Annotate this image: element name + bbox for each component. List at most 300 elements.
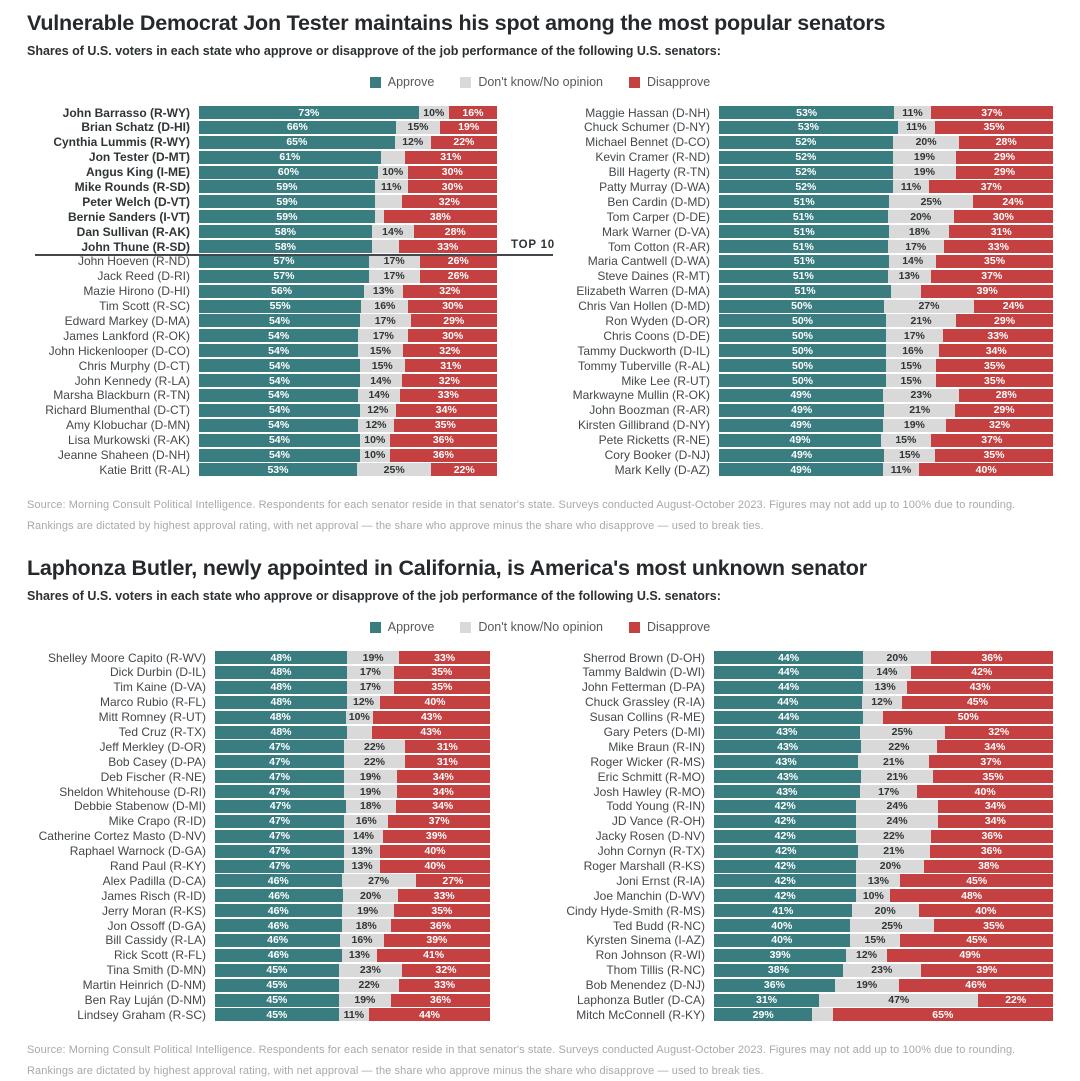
senator-row <box>27 135 497 150</box>
disapprove-segment: 33% <box>399 240 497 253</box>
approve-segment: 49% <box>719 389 883 402</box>
disapprove-segment: 50% <box>883 711 1053 724</box>
senator-name: Michael Bennet (D-CO) <box>585 135 710 150</box>
senator-name: Martin Heinrich (D-NM) <box>82 978 206 993</box>
approval-bar <box>199 404 497 417</box>
dont-know-segment: 11% <box>339 1008 369 1021</box>
dont-know-segment: 20% <box>893 136 960 149</box>
approve-segment: 57% <box>199 270 369 283</box>
approve-segment: 54% <box>199 449 360 462</box>
senator-name: Tim Scott (R-SC) <box>99 299 190 314</box>
approve-segment: 44% <box>714 711 863 724</box>
senator-name: Bob Menendez (D-NJ) <box>585 978 705 993</box>
dont-know-segment: 27% <box>342 874 416 887</box>
senator-row <box>27 725 490 740</box>
legend-label: Disapprove <box>647 620 711 635</box>
senator-name: John Kennedy (R-LA) <box>74 373 190 388</box>
approve-segment: 54% <box>199 314 360 327</box>
approval-bar <box>714 755 1053 768</box>
dont-know-segment: 11% <box>894 106 930 119</box>
approval-bar <box>719 195 1053 208</box>
dont-know-segment: 19% <box>339 994 391 1007</box>
approve-segment: 47% <box>215 830 344 843</box>
dont-know-segment: 11% <box>893 180 930 193</box>
approve-segment: 46% <box>215 934 340 947</box>
senator-row <box>27 918 490 933</box>
bar-column-right <box>548 650 1053 1022</box>
disapprove-segment: 22% <box>431 463 497 476</box>
senator-name: Mark Kelly (D-AZ) <box>614 462 710 477</box>
approval-bar <box>215 904 490 917</box>
dont-know-segment: 17% <box>347 666 394 679</box>
senator-name: Elizabeth Warren (D-MA) <box>576 284 710 299</box>
senator-name: Thom Tillis (R-NC) <box>606 963 705 978</box>
bar-column-wrapper <box>27 650 490 1022</box>
senator-name: Jack Reed (D-RI) <box>97 269 190 284</box>
senator-name: Jerry Moran (R-KS) <box>101 903 206 918</box>
senator-name: Jacky Rosen (D-NV) <box>595 829 705 844</box>
senator-row <box>27 269 497 284</box>
dont-know-segment: 16% <box>340 934 384 947</box>
approve-segment: 51% <box>719 195 889 208</box>
dont-know-segment: 17% <box>860 785 918 798</box>
approval-bar <box>719 180 1053 193</box>
senator-row <box>553 224 1053 239</box>
dont-know-segment: 19% <box>344 770 396 783</box>
dont-know-segment: 10% <box>378 166 408 179</box>
senator-name: Sherrod Brown (D-OH) <box>582 650 705 665</box>
senator-row <box>553 180 1053 195</box>
approve-segment: 49% <box>719 463 883 476</box>
approval-bar <box>714 874 1053 887</box>
senator-name: Tammy Duckworth (D-IL) <box>577 343 710 358</box>
dont-know-segment: 12% <box>347 696 380 709</box>
approve-segment: 73% <box>199 106 419 119</box>
disapprove-segment: 30% <box>408 329 497 342</box>
legend-label: Don't know/No opinion <box>478 620 603 635</box>
senator-row <box>553 105 1053 120</box>
disapprove-segment: 40% <box>380 696 490 709</box>
dont-know-segment: 23% <box>843 964 921 977</box>
approval-bar <box>714 711 1053 724</box>
approval-bar <box>714 889 1053 902</box>
senator-row <box>27 120 497 135</box>
approve-segment: 44% <box>714 696 862 709</box>
senator-name: Raphael Warnock (D-GA) <box>69 844 206 859</box>
dont-know-segment: 14% <box>372 225 414 238</box>
disapprove-segment: 19% <box>440 121 497 134</box>
dont-know-segment: 18% <box>346 800 396 813</box>
senator-row <box>27 888 490 903</box>
approval-bar <box>719 121 1053 134</box>
disapprove-segment: 38% <box>384 210 497 223</box>
approve-segment: 44% <box>714 666 863 679</box>
approval-bar <box>719 434 1053 447</box>
senator-name: Tommy Tuberville (R-AL) <box>577 358 710 373</box>
dont-know-segment: 22% <box>344 755 405 768</box>
dont-know-segment: 20% <box>856 860 924 873</box>
senator-name: Catherine Cortez Masto (D-NV) <box>38 829 206 844</box>
approval-bar <box>199 195 497 208</box>
bar-column-left <box>27 105 497 477</box>
senator-row <box>27 903 490 918</box>
dont-know-segment: 11% <box>375 180 408 193</box>
senator-name: Cynthia Lummis (R-WY) <box>53 135 190 150</box>
disapprove-segment: 36% <box>390 449 497 462</box>
senator-name: Ted Cruz (R-TX) <box>118 725 206 739</box>
approval-bar <box>719 463 1053 476</box>
senator-name: Deb Fischer (R-NE) <box>100 769 206 784</box>
approve-segment: 36% <box>714 979 835 992</box>
dont-know-segment: 17% <box>347 681 394 694</box>
senator-row <box>27 933 490 948</box>
disapprove-segment: 16% <box>449 106 497 119</box>
dont-know-segment: 24% <box>856 815 937 828</box>
approval-bar <box>719 255 1053 268</box>
approve-segment: 48% <box>215 696 347 709</box>
senator-row <box>27 180 497 195</box>
senator-row <box>27 418 497 433</box>
senator-row <box>553 120 1053 135</box>
disapprove-segment: 35% <box>933 770 1053 783</box>
approval-bar <box>215 874 490 887</box>
dont-know-segment <box>381 151 405 164</box>
disapprove-segment: 30% <box>408 300 497 313</box>
dont-know-segment: 10% <box>360 434 390 447</box>
dont-know-segment: 12% <box>395 136 431 149</box>
disapprove-segment: 34% <box>396 404 497 417</box>
approve-segment: 43% <box>714 740 861 753</box>
disapprove-segment: 31% <box>949 225 1053 238</box>
approve-segment: 60% <box>199 166 378 179</box>
disapprove-segment: 27% <box>416 874 490 887</box>
senator-name: Richard Blumenthal (D-CT) <box>45 403 190 418</box>
approval-bar <box>199 419 497 432</box>
senator-name: Eric Schmitt (R-MO) <box>597 769 705 784</box>
approval-bar <box>714 740 1053 753</box>
approve-swatch-icon <box>370 77 381 88</box>
approval-bar <box>714 964 1053 977</box>
senator-row <box>553 194 1053 209</box>
disapprove-segment: 33% <box>944 240 1053 253</box>
disapprove-segment: 33% <box>400 389 497 402</box>
senator-name: Angus King (I-ME) <box>86 165 190 180</box>
approval-bar <box>215 979 490 992</box>
disapprove-segment: 28% <box>959 136 1053 149</box>
senator-row <box>553 284 1053 299</box>
senator-row <box>27 358 497 373</box>
disapprove-segment: 33% <box>399 979 490 992</box>
approval-bar <box>714 815 1053 828</box>
approve-segment: 43% <box>714 726 860 739</box>
approve-segment: 51% <box>719 225 889 238</box>
dont-know-segment: 25% <box>357 463 432 476</box>
dont-know-segment: 47% <box>819 994 978 1007</box>
senator-name: Pete Ricketts (R-NE) <box>598 433 710 448</box>
approve-segment: 58% <box>199 225 372 238</box>
senator-name: Bernie Sanders (I-VT) <box>67 209 190 224</box>
approval-bar <box>199 463 497 476</box>
dont-know-segment: 17% <box>886 329 943 342</box>
disapprove-segment: 40% <box>919 463 1053 476</box>
senator-row <box>27 710 490 725</box>
dont-know-segment: 22% <box>339 979 400 992</box>
legend-label: Approve <box>387 620 435 635</box>
senator-row <box>553 135 1053 150</box>
disapprove-segment: 40% <box>917 785 1053 798</box>
disapprove-segment: 29% <box>956 314 1053 327</box>
disapprove-segment: 28% <box>414 225 497 238</box>
disapprove-segment: 45% <box>902 696 1053 709</box>
dont-know-segment: 17% <box>358 329 408 342</box>
senator-row <box>548 754 1053 769</box>
senator-name: John Thune (R-SD) <box>81 239 190 254</box>
disapprove-segment: 33% <box>943 329 1053 342</box>
dont-know-segment: 16% <box>886 344 939 357</box>
senator-row <box>553 343 1053 358</box>
top10-label: TOP 10 <box>510 239 555 252</box>
disapprove-segment: 35% <box>394 419 497 432</box>
senator-name: Rick Scott (R-FL) <box>113 948 206 963</box>
disapprove-segment: 40% <box>380 860 490 873</box>
approve-segment: 40% <box>714 934 850 947</box>
senator-name: John Fetterman (D-PA) <box>581 680 705 695</box>
approve-segment: 51% <box>719 240 888 253</box>
senator-row <box>548 784 1053 799</box>
disapprove-segment: 26% <box>420 255 497 268</box>
disapprove-segment: 29% <box>411 314 497 327</box>
disapprove-segment: 35% <box>935 121 1053 134</box>
disapprove-segment: 34% <box>939 344 1053 357</box>
dont-know-segment: 13% <box>344 845 380 858</box>
disapprove-segment: 32% <box>402 964 490 977</box>
approval-bar <box>719 240 1053 253</box>
disapprove-segment: 38% <box>924 860 1053 873</box>
dont-know-segment: 25% <box>850 919 935 932</box>
approval-bar <box>215 740 490 753</box>
approval-bar <box>215 755 490 768</box>
approval-bar <box>215 919 490 932</box>
senator-name: Ben Ray Luján (D-NM) <box>84 993 206 1008</box>
dont-know-segment: 22% <box>344 740 405 753</box>
disapprove-segment: 45% <box>900 934 1053 947</box>
chart-title: Vulnerable Democrat Jon Tester maintains his spot among the most popular senators <box>27 11 886 35</box>
approval-bar <box>215 815 490 828</box>
dont-know-segment: 21% <box>858 845 930 858</box>
dont-know-segment: 19% <box>883 419 946 432</box>
senator-name: Tom Cotton (R-AR) <box>607 239 710 254</box>
approval-bar <box>199 121 497 134</box>
senator-name: Joe Manchin (D-WV) <box>593 888 705 903</box>
approve-segment: 61% <box>199 151 381 164</box>
senator-name: Kirsten Gillibrand (D-NY) <box>577 418 710 433</box>
disapprove-segment: 37% <box>931 270 1053 283</box>
senator-name: Bill Hagerty (R-TN) <box>608 165 710 180</box>
dont-know-segment: 13% <box>344 860 380 873</box>
dont-know-segment <box>347 726 372 739</box>
senator-row <box>553 165 1053 180</box>
approve-segment: 43% <box>714 770 861 783</box>
senator-row <box>553 403 1053 418</box>
dont-know-segment: 10% <box>419 106 449 119</box>
disapprove-segment: 37% <box>931 434 1053 447</box>
disapprove-segment: 33% <box>399 651 490 664</box>
disapprove-segment: 31% <box>405 740 490 753</box>
approve-segment: 42% <box>714 800 856 813</box>
senator-name: Mitt Romney (R-UT) <box>98 710 206 725</box>
dont-know-segment: 14% <box>360 374 402 387</box>
senator-name: John Barrasso (R-WY) <box>62 105 190 120</box>
senator-row <box>27 314 497 329</box>
approval-bar <box>215 696 490 709</box>
dont-know-segment: 21% <box>884 404 955 417</box>
disapprove-segment: 43% <box>373 711 490 724</box>
disapprove-segment: 35% <box>936 255 1053 268</box>
senator-row <box>548 933 1053 948</box>
approval-bar <box>719 151 1053 164</box>
senator-name: Laphonza Butler (D-CA) <box>576 993 705 1008</box>
senator-row <box>27 194 497 209</box>
legend-item-dont-know <box>460 75 603 89</box>
approval-bar <box>714 726 1053 739</box>
disapprove-segment: 35% <box>936 374 1053 387</box>
legend-item-disapprove <box>629 75 710 89</box>
senator-row <box>27 1007 490 1022</box>
senator-name: Mitch McConnell (R-KY) <box>576 1007 705 1022</box>
approval-bar <box>199 166 497 179</box>
disapprove-segment: 35% <box>936 359 1053 372</box>
approval-bar <box>199 434 497 447</box>
senator-name: Bob Casey (D-PA) <box>108 754 206 769</box>
source-note: Source: Morning Consult Political Intelligence. Respondents for each senator reside in that senator's state. Surveys conducted August-October 2023. Figures may not add up to 100% due to rounding. Rankings are dictated by highest approval rating, with net approval — the share who approve minus the share who disapprove — used to break ties. <box>27 499 1016 532</box>
disapprove-segment: 36% <box>931 830 1053 843</box>
approval-bar <box>215 1008 490 1021</box>
disapprove-segment: 24% <box>973 195 1053 208</box>
approve-segment: 42% <box>714 845 858 858</box>
approval-bar <box>719 314 1053 327</box>
disapprove-segment: 45% <box>900 874 1053 887</box>
senator-row <box>548 844 1053 859</box>
approval-bar <box>714 979 1053 992</box>
approval-bar <box>199 449 497 462</box>
disapprove-segment: 43% <box>907 681 1053 694</box>
approve-segment: 47% <box>215 785 344 798</box>
approve-segment: 49% <box>719 434 881 447</box>
senator-row <box>548 978 1053 993</box>
dont-know-segment: 17% <box>369 270 420 283</box>
disapprove-segment: 30% <box>408 166 497 179</box>
dont-know-segment: 17% <box>369 255 420 268</box>
approve-segment: 45% <box>215 979 339 992</box>
dont-know-segment: 15% <box>886 359 936 372</box>
legend-item-disapprove <box>629 620 710 634</box>
senator-name: Markwayne Mullin (R-OK) <box>572 388 710 403</box>
senator-row <box>27 284 497 299</box>
dont-know-segment <box>812 1008 832 1021</box>
senator-row <box>27 224 497 239</box>
approval-bar <box>215 726 490 739</box>
approval-bar <box>199 389 497 402</box>
senator-row <box>553 299 1053 314</box>
disapprove-segment: 40% <box>380 845 490 858</box>
disapprove-segment: 32% <box>945 726 1053 739</box>
dont-know-segment: 21% <box>886 314 956 327</box>
dont-know-segment: 10% <box>346 711 373 724</box>
dont-know-segment: 12% <box>360 404 396 417</box>
senator-name: Jon Ossoff (D-GA) <box>107 918 206 933</box>
senator-row <box>27 254 497 269</box>
disapprove-segment: 36% <box>391 919 490 932</box>
senator-row <box>553 462 1053 477</box>
senator-name: Bill Cassidy (R-LA) <box>105 933 206 948</box>
approve-segment: 58% <box>199 240 372 253</box>
senator-name: Chris Van Hollen (D-MD) <box>578 299 710 314</box>
senator-row <box>27 814 490 829</box>
dont-know-segment <box>891 285 921 298</box>
bar-chart <box>27 105 1053 477</box>
senator-row <box>553 209 1053 224</box>
approval-bar <box>719 449 1053 462</box>
senator-row <box>27 209 497 224</box>
dont-know-segment: 25% <box>860 726 945 739</box>
disapprove-swatch-icon <box>629 622 640 633</box>
chart-section-popular-senators <box>0 0 1080 536</box>
senator-name: Rand Paul (R-KY) <box>109 859 206 874</box>
senator-name: John Hickenlooper (D-CO) <box>48 343 190 358</box>
approval-bar <box>199 285 497 298</box>
senator-row <box>27 388 497 403</box>
senator-name: Ben Cardin (D-MD) <box>607 194 710 209</box>
approve-segment: 51% <box>719 210 888 223</box>
dont-know-segment: 18% <box>889 225 949 238</box>
senator-row <box>548 918 1053 933</box>
approval-bar <box>714 800 1053 813</box>
approval-bar <box>719 404 1053 417</box>
approve-segment: 54% <box>199 344 358 357</box>
senator-row <box>553 448 1053 463</box>
approval-bar <box>719 210 1053 223</box>
approve-segment: 50% <box>719 344 886 357</box>
senator-row <box>548 814 1053 829</box>
senator-row <box>553 418 1053 433</box>
approval-bar <box>714 934 1053 947</box>
approve-swatch-icon <box>370 622 381 633</box>
senator-row <box>27 993 490 1008</box>
approve-segment: 43% <box>714 755 858 768</box>
approval-bar <box>714 681 1053 694</box>
disapprove-segment: 30% <box>408 180 497 193</box>
senator-row <box>27 462 497 477</box>
senator-name: Gary Peters (D-MI) <box>603 725 705 739</box>
senator-row <box>548 993 1053 1008</box>
senator-name: Tammy Baldwin (D-WI) <box>582 665 705 680</box>
approve-segment: 42% <box>714 889 856 902</box>
senator-row <box>27 799 490 814</box>
senator-row <box>27 343 497 358</box>
approval-bar <box>714 666 1053 679</box>
legend-label: Disapprove <box>647 75 711 90</box>
dont-know-segment: 12% <box>862 696 902 709</box>
senator-row <box>553 388 1053 403</box>
senator-name: Jon Tester (D-MT) <box>88 150 190 165</box>
disapprove-segment: 35% <box>394 666 490 679</box>
approve-segment: 43% <box>714 785 860 798</box>
dont-know-segment: 11% <box>898 121 935 134</box>
senator-name: Cindy Hyde-Smith (R-MS) <box>566 903 705 918</box>
approve-segment: 51% <box>719 270 888 283</box>
dont-know-segment <box>372 240 399 253</box>
senator-row <box>553 328 1053 343</box>
